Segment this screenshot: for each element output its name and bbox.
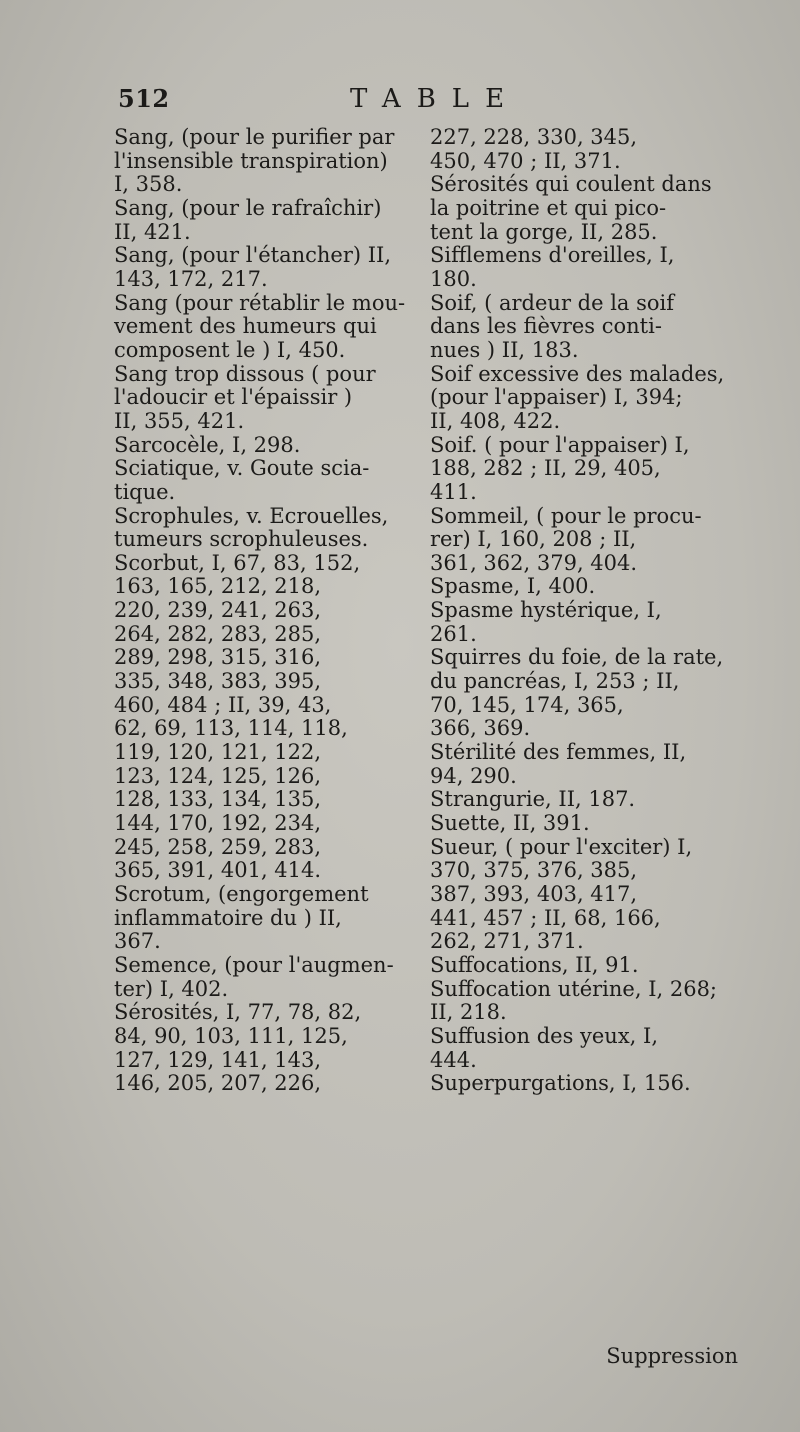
index-entry (430, 363, 740, 434)
entry-line: Suffocations, II, 91. (430, 952, 639, 977)
entry-line: I, 358. (114, 172, 183, 197)
entry-line: rer) I, 160, 208 ; II, (430, 527, 637, 552)
entry-line: Sang (pour rétablir le mou- (114, 290, 406, 315)
index-entry (430, 954, 740, 978)
index-entry (430, 434, 740, 505)
index-entry (114, 126, 414, 197)
index-entry (114, 1001, 414, 1096)
entry-line: nues ) II, 183. (430, 337, 579, 362)
index-entry (430, 1072, 740, 1096)
entry-line: Sérosités, I, 77, 78, 82, (114, 1000, 362, 1025)
entry-line: Soif excessive des malades, (430, 361, 725, 386)
entry-line: II, 355, 421. (114, 408, 245, 433)
entry-line: la poitrine et qui pico- (430, 195, 667, 220)
index-entry (114, 552, 414, 883)
page-header (118, 84, 718, 124)
index-entry (114, 954, 414, 1001)
entry-line: 450, 470 ; II, 371. (430, 148, 621, 173)
entry-line: l'insensible transpiration) (114, 148, 388, 173)
entry-line: 460, 484 ; II, 39, 43, (114, 692, 332, 717)
entry-line: Scrophules, v. Ecrouelles, (114, 503, 389, 528)
entry-line: II, 421. (114, 219, 191, 244)
entry-line: 365, 391, 401, 414. (114, 858, 322, 883)
left-column (114, 126, 414, 1096)
entry-line: 289, 298, 315, 316, (114, 645, 322, 670)
entry-line: 128, 133, 134, 135, (114, 787, 322, 812)
entry-line: 264, 282, 283, 285, (114, 621, 322, 646)
entry-line: 441, 457 ; II, 68, 166, (430, 905, 661, 930)
index-entry (430, 836, 740, 954)
entry-line: 84, 90, 103, 111, 125, (114, 1023, 348, 1048)
entry-line: Sommeil, ( pour le procu- (430, 503, 702, 528)
index-entry (430, 292, 740, 363)
entry-line: tumeurs scrophuleuses. (114, 527, 369, 552)
entry-line: 143, 172, 217. (114, 266, 268, 291)
entry-line: Squirres du foie, de la rate, (430, 645, 724, 670)
index-entry (430, 173, 740, 244)
entry-line: Sueur, ( pour l'exciter) I, (430, 834, 693, 859)
index-entry (114, 434, 414, 458)
entry-line: Stérilité des femmes, II, (430, 740, 687, 765)
index-entry (430, 505, 740, 576)
entry-line: 119, 120, 121, 122, (114, 740, 322, 765)
entry-line: composent le ) I, 450. (114, 337, 346, 362)
entry-line: 188, 282 ; II, 29, 405, (430, 456, 661, 481)
entry-line: 144, 170, 192, 234, (114, 811, 322, 836)
index-entry (114, 457, 414, 504)
index-entry (430, 978, 740, 1025)
entry-line: Semence, (pour l'augmen- (114, 952, 394, 977)
entry-line: du pancréas, I, 253 ; II, (430, 669, 680, 694)
entry-line: 367. (114, 929, 161, 954)
index-entry (114, 197, 414, 244)
entry-line: Sérosités qui coulent dans (430, 172, 712, 197)
entry-line: Sang, (pour le purifier par (114, 125, 395, 149)
running-title: TABLE (350, 84, 521, 114)
index-entry (430, 812, 740, 836)
entry-line: Strangurie, II, 187. (430, 787, 636, 812)
index-entry (430, 575, 740, 599)
entry-line: 245, 258, 259, 283, (114, 834, 322, 859)
entry-line: Suffusion des yeux, I, (430, 1023, 658, 1048)
entry-line: ter) I, 402. (114, 976, 229, 1001)
entry-line: 366, 369. (430, 716, 531, 741)
entry-line: 62, 69, 113, 114, 118, (114, 716, 348, 741)
entry-line: (pour l'appaiser) I, 394; (430, 385, 683, 410)
entry-line: Soif, ( ardeur de la soif (430, 290, 675, 315)
entry-line: 70, 145, 174, 365, (430, 692, 624, 717)
index-entry (114, 363, 414, 434)
entry-line: Suffocation utérine, I, 268; (430, 976, 718, 1001)
catchword: Suppression (606, 1344, 738, 1368)
entry-line: 261. (430, 621, 477, 646)
entry-line: 127, 129, 141, 143, (114, 1047, 322, 1072)
index-entry (430, 599, 740, 646)
right-column (430, 126, 740, 1096)
index-entry (114, 883, 414, 954)
entry-line: 335, 348, 383, 395, (114, 669, 322, 694)
entry-line: 94, 290. (430, 763, 517, 788)
index-entry (430, 1025, 740, 1072)
entry-line: II, 218. (430, 1000, 507, 1025)
index-entry (430, 741, 740, 788)
entry-line: Superpurgations, I, 156. (430, 1071, 691, 1096)
index-entry (430, 126, 740, 173)
index-entry (114, 244, 414, 291)
index-entry (114, 505, 414, 552)
entry-line: II, 408, 422. (430, 408, 561, 433)
entry-line: 262, 271, 371. (430, 929, 584, 954)
index-entry (430, 646, 740, 741)
index-entry (114, 292, 414, 363)
entry-line: l'adoucir et l'épaissir ) (114, 385, 353, 410)
entry-line: Sifflemens d'oreilles, I, (430, 243, 675, 268)
index-entry (430, 788, 740, 812)
entry-line: Suette, II, 391. (430, 811, 590, 836)
entry-line: 387, 393, 403, 417, (430, 882, 638, 906)
entry-line: 123, 124, 125, 126, (114, 763, 322, 788)
entry-line: Sang, (pour l'étancher) II, (114, 243, 392, 268)
entry-line: 220, 239, 241, 263, (114, 598, 322, 623)
entry-line: 146, 205, 207, 226, (114, 1071, 322, 1096)
entry-line: Sang trop dissous ( pour (114, 361, 376, 386)
entry-line: tent la gorge, II, 285. (430, 219, 658, 244)
entry-line: tique. (114, 479, 176, 504)
entry-line: Spasme hystérique, I, (430, 598, 662, 623)
entry-line: 163, 165, 212, 218, (114, 574, 322, 599)
entry-line: 227, 228, 330, 345, (430, 125, 638, 149)
index-entry (430, 244, 740, 291)
entry-line: Scorbut, I, 67, 83, 152, (114, 550, 361, 575)
entry-line: 444. (430, 1047, 477, 1072)
entry-line: Sarcocèle, I, 298. (114, 432, 301, 457)
entry-line: Soif. ( pour l'appaiser) I, (430, 432, 690, 457)
entry-line: 411. (430, 479, 477, 504)
entry-line: 370, 375, 376, 385, (430, 858, 638, 883)
entry-line: Sang, (pour le rafraîchir) (114, 195, 382, 220)
entry-line: Spasme, I, 400. (430, 574, 596, 599)
page-number: 512 (118, 84, 170, 113)
entry-line: Sciatique, v. Goute scia- (114, 456, 370, 481)
entry-line: inflammatoire du ) II, (114, 905, 342, 930)
entry-line: 361, 362, 379, 404. (430, 550, 638, 575)
entry-line: 180. (430, 266, 477, 291)
entry-line: vement des humeurs qui (114, 314, 377, 339)
entry-line: dans les fièvres conti- (430, 314, 662, 339)
entry-line: Scrotum, (engorgement (114, 882, 369, 906)
